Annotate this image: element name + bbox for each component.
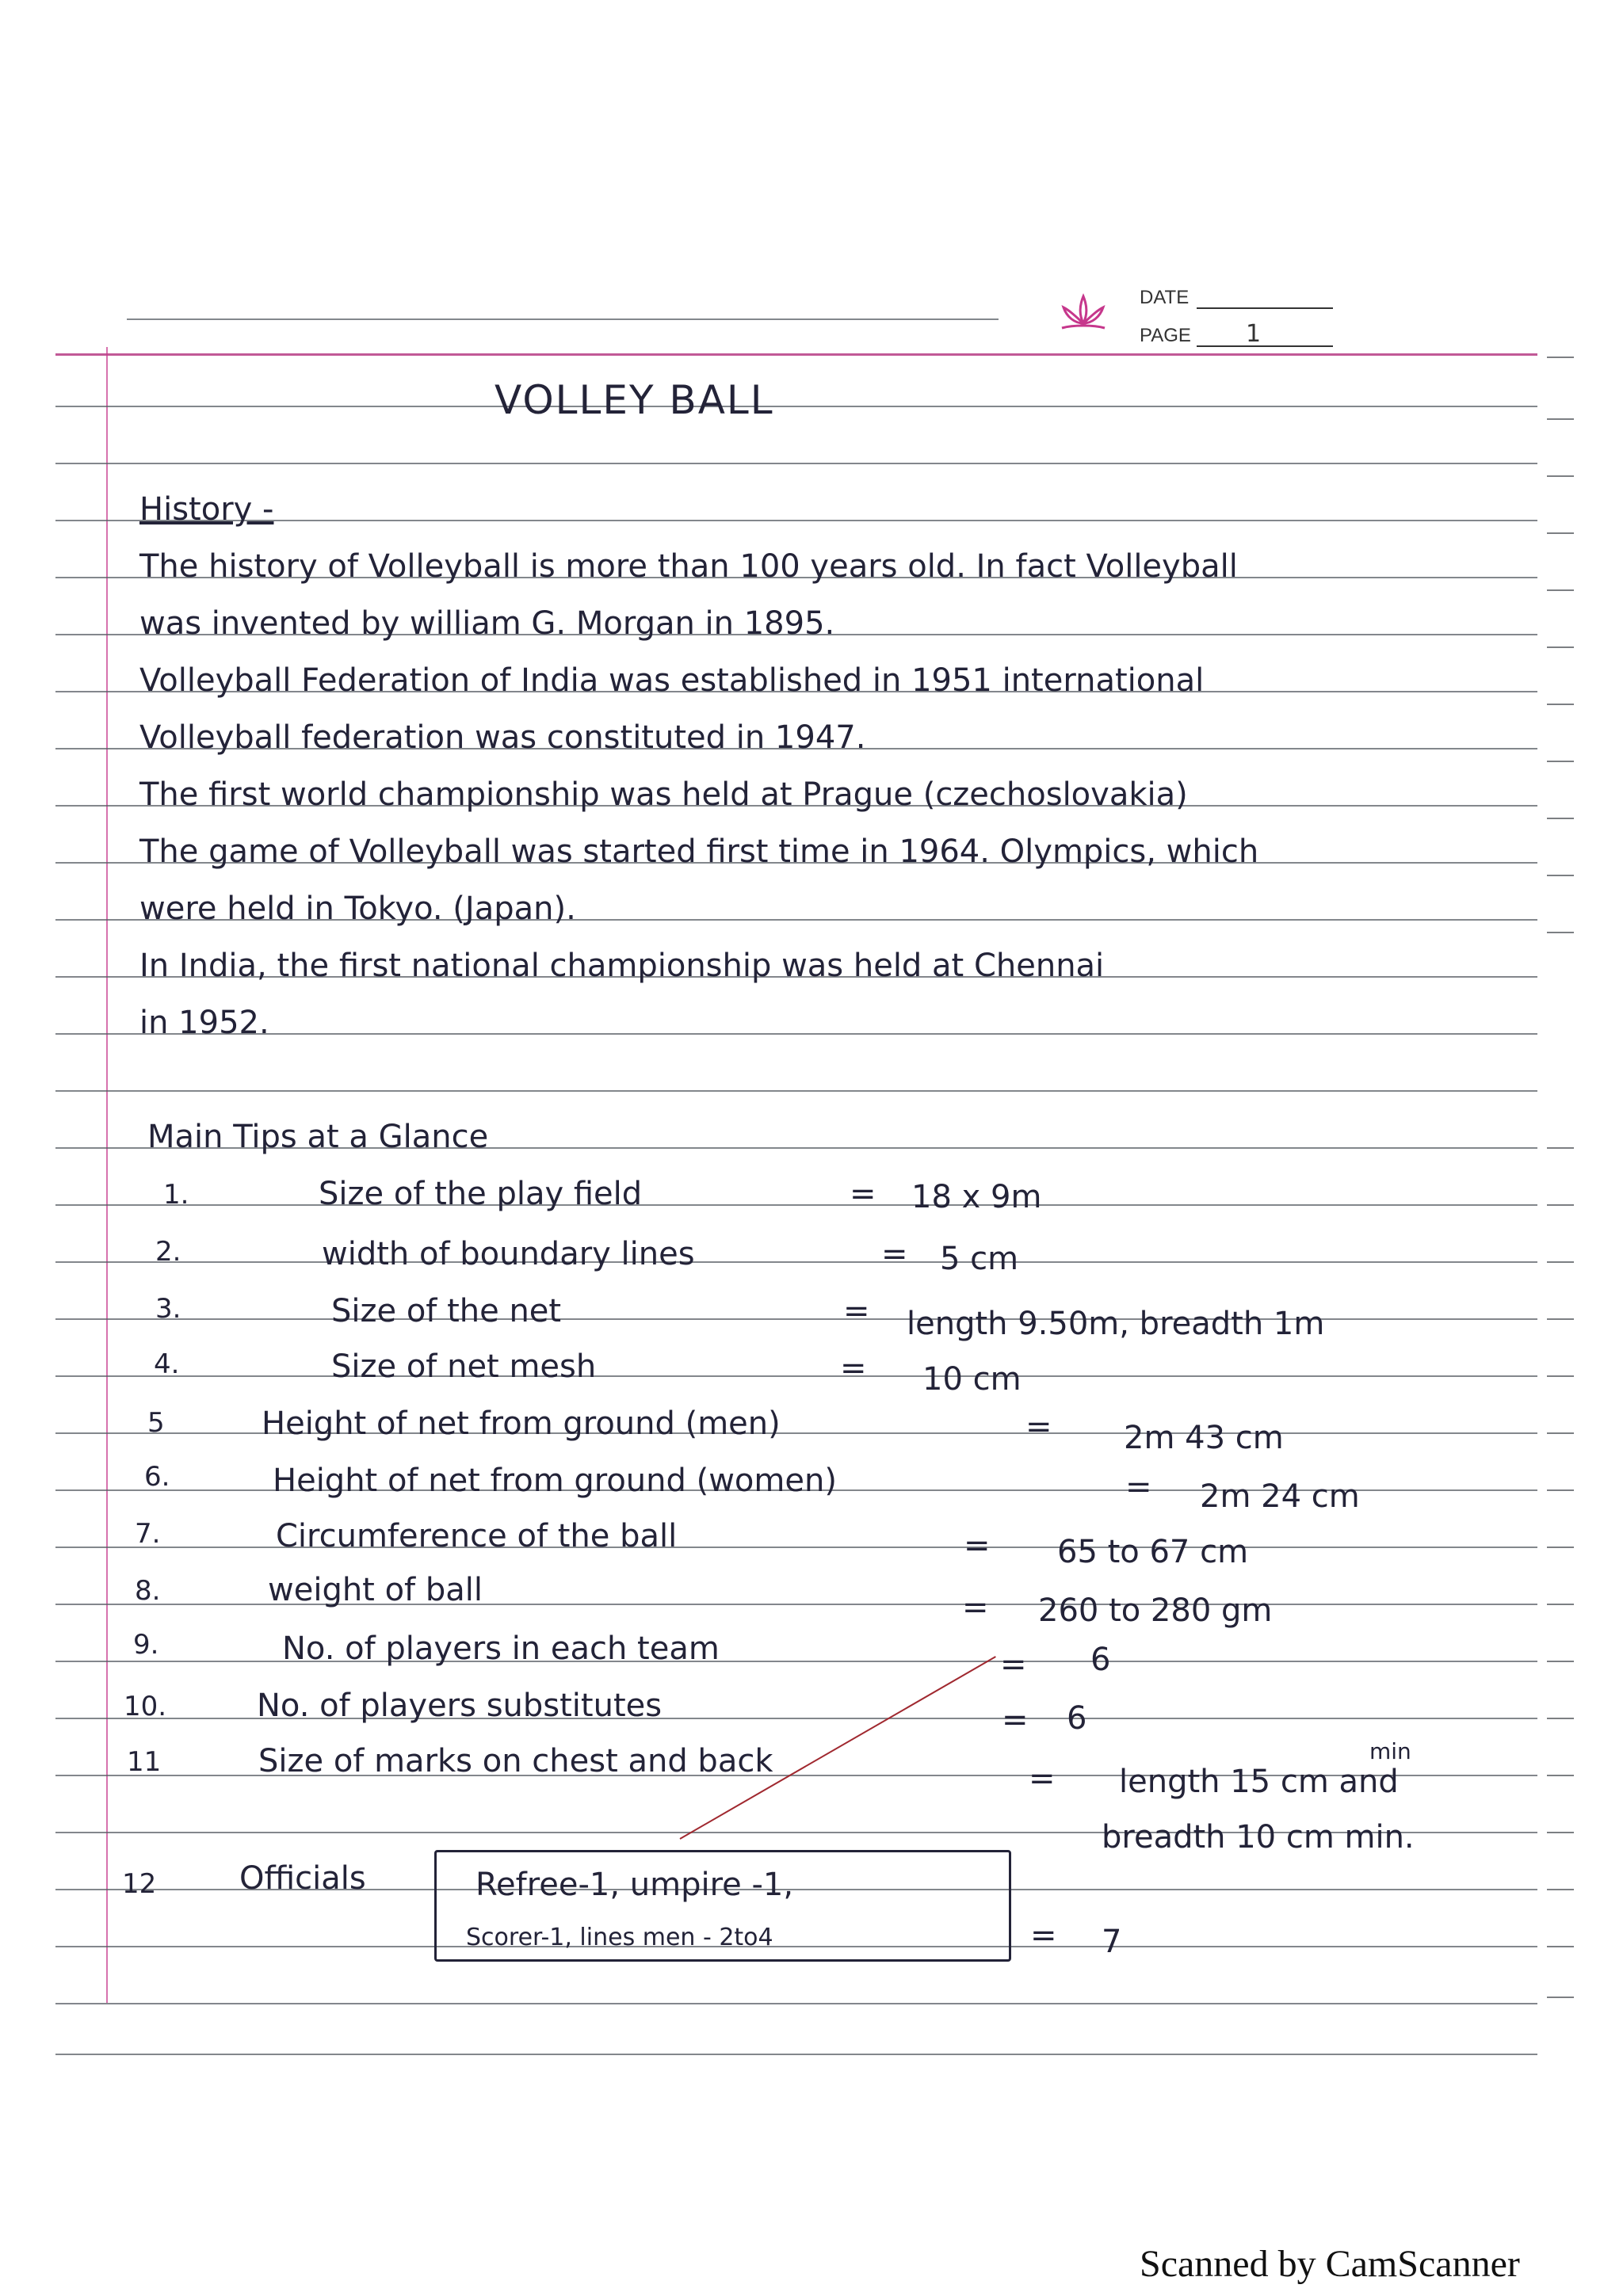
tip-value-superscript: min [1369,1738,1411,1764]
edge-tick [1547,418,1574,420]
rule-top [127,318,999,320]
tip-number: 7. [135,1518,161,1550]
tip-equals: = [840,1350,867,1386]
date-blank [1197,307,1333,309]
rule [55,406,1537,407]
edge-tick [1547,1375,1574,1377]
tip-number: 4. [154,1348,180,1380]
tip-number: 11 [127,1746,162,1778]
history-heading: History - [139,491,274,528]
officials-number: 12 [122,1868,157,1900]
tip-equals: = [1125,1469,1152,1505]
tip-value: length 9.50m, breadth 1m [907,1306,1325,1342]
history-line: The game of Volleyball was started first time in 1964. Olympics, which [139,833,1259,870]
edge-tick [1547,1889,1574,1890]
tip-label: weight of ball [268,1572,483,1608]
edge-tick [1547,1604,1574,1605]
edge-tick [1547,1204,1574,1206]
tip-value: 260 to 280 gm [1038,1592,1273,1629]
officials-label: Officials [239,1860,366,1897]
edge-tick [1547,475,1574,477]
edge-tick [1547,1261,1574,1263]
edge-tick [1547,1775,1574,1776]
edge-tick [1547,1489,1574,1491]
history-line: Volleyball federation was constituted in 1947. [139,719,866,756]
tip-number: 1. [163,1179,189,1211]
tip-value: 6 [1090,1642,1111,1678]
tip-equals: = [962,1589,989,1626]
tip-label: Size of the play field [319,1176,643,1212]
tip-label: No. of players substitutes [257,1688,663,1724]
edge-tick [1547,1661,1574,1662]
edge-tick [1547,1432,1574,1434]
tip-equals: = [850,1176,876,1212]
date-label: DATE [1140,287,1190,308]
tip-label: Height of net from ground (men) [262,1405,781,1442]
rule [55,1375,1537,1377]
tip-value-continued: breadth 10 cm min. [1102,1819,1415,1855]
page-number: 1 [1246,320,1262,348]
page-label: PAGE [1140,325,1191,346]
rule [55,1090,1537,1092]
edge-tick [1547,646,1574,648]
tip-label: Height of net from ground (women) [273,1463,837,1499]
edge-tick [1547,1946,1574,1947]
margin-line [106,347,108,2003]
rule [55,520,1537,521]
officials-box-line: Scorer-1, lines men - 2to4 [466,1924,773,1951]
history-line: was invented by william G. Morgan in 1895. [139,605,835,642]
edge-tick [1547,1318,1574,1320]
tip-value: 2m 43 cm [1124,1420,1284,1456]
scanner-watermark: Scanned by CamScanner [1140,2243,1520,2285]
history-line: In India, the first national championship was held at Chennai [139,948,1105,984]
edge-tick [1547,532,1574,534]
rule [55,2054,1537,2055]
tip-value: 10 cm [922,1361,1022,1398]
history-line: The history of Volleyball is more than 100 years old. In fact Volleyball [139,548,1238,585]
tip-label: width of boundary lines [322,1236,695,1272]
tip-number: 5 [147,1407,165,1439]
edge-tick [1547,1997,1574,1998]
tip-label: Size of net mesh [331,1348,597,1385]
tip-number: 6. [144,1461,170,1493]
tip-label: Size of the net [331,1293,562,1329]
rule [55,1261,1537,1263]
rule [55,463,1537,464]
officials-value: 7 [1102,1924,1122,1960]
tip-equals: = [843,1293,870,1329]
page-title: VOLLEY BALL [495,377,774,423]
edge-tick [1547,589,1574,591]
edge-tick [1547,875,1574,876]
tip-value: 65 to 67 cm [1057,1534,1249,1570]
tip-number: 9. [133,1629,159,1661]
tip-number: 8. [135,1575,161,1607]
rule [55,1661,1537,1662]
tip-equals: = [1000,1646,1027,1683]
tips-heading: Main Tips at a Glance [147,1119,489,1155]
edge-tick [1547,357,1574,358]
officials-box-line: Refree-1, umpire -1, [475,1867,794,1903]
header-rule [55,353,1537,356]
tip-value: 6 [1067,1700,1087,1737]
edge-tick [1547,704,1574,705]
tip-equals: = [1002,1702,1029,1738]
history-line: Volleyball Federation of India was established in 1951 international [139,662,1205,699]
tip-number: 2. [155,1236,181,1268]
edge-tick [1547,932,1574,933]
tip-equals: = [964,1527,991,1564]
tip-equals: = [1025,1409,1052,1445]
history-line: The first world championship was held at Prague (czechoslovakia) [139,776,1188,813]
officials-equals: = [1030,1917,1057,1954]
edge-tick [1547,761,1574,762]
page-blank [1197,345,1333,347]
rule [55,2003,1537,2004]
tip-label: Circumference of the ball [276,1518,678,1554]
lotus-logo-icon [1056,292,1111,334]
edge-tick [1547,1147,1574,1149]
edge-tick [1547,1832,1574,1833]
tip-value: 2m 24 cm [1200,1478,1360,1515]
rule [55,1033,1537,1035]
rule [55,1204,1537,1206]
tip-equals: = [881,1236,908,1272]
tip-equals: = [1029,1760,1056,1797]
edge-tick [1547,818,1574,819]
tip-number: 3. [155,1293,181,1325]
tip-label: Size of marks on chest and back [258,1743,773,1779]
history-line: in 1952. [139,1005,269,1041]
edge-tick [1547,1718,1574,1719]
tip-number: 10. [124,1691,167,1722]
tip-value: 5 cm [940,1241,1019,1277]
tip-value: length 15 cm and [1119,1764,1399,1800]
history-line: were held in Tokyo. (Japan). [139,891,576,927]
tip-value: 18 x 9m [911,1179,1042,1215]
edge-tick [1547,1547,1574,1548]
tip-label: No. of players in each team [282,1630,720,1667]
